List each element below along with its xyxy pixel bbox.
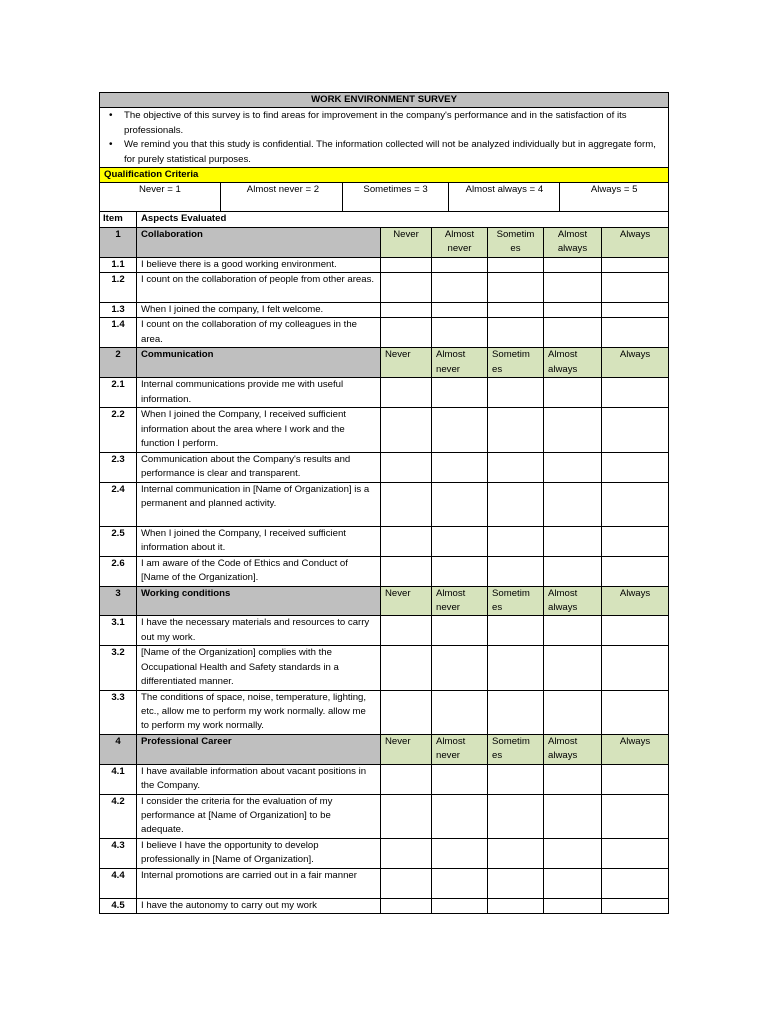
- question-row: [100, 646, 669, 690]
- answer-cell[interactable]: [432, 482, 488, 526]
- answer-cell[interactable]: [432, 764, 488, 794]
- answer-cell[interactable]: [544, 318, 602, 348]
- section-number: 2: [100, 348, 137, 378]
- answer-cell[interactable]: [488, 482, 544, 526]
- rating-header: Sometim es: [488, 734, 544, 764]
- question-row: [100, 408, 669, 452]
- scale-always: Always = 5: [590, 184, 638, 196]
- question-id: 4.4: [100, 868, 137, 898]
- question-id: 3.3: [100, 690, 137, 734]
- answer-cell[interactable]: [488, 794, 544, 838]
- answer-cell[interactable]: [432, 273, 488, 303]
- rating-header: Sometim es: [488, 227, 544, 257]
- qualification-criteria-label: Qualification Criteria: [100, 168, 669, 183]
- scale-sometimes: Sometimes = 3: [343, 183, 450, 211]
- intro-bullet-item: [109, 109, 664, 138]
- answer-cell[interactable]: [544, 303, 602, 318]
- section-number: 1: [100, 227, 137, 257]
- question-row: [100, 452, 669, 482]
- rating-header: Never: [381, 734, 432, 764]
- rating-header: Always: [602, 227, 669, 257]
- scale-almost-never: Almost never = 2: [221, 183, 343, 211]
- answer-cell[interactable]: [544, 838, 602, 868]
- answer-cell[interactable]: [602, 378, 669, 408]
- answer-cell[interactable]: [488, 378, 544, 408]
- answer-cell[interactable]: [381, 898, 432, 913]
- answer-cell[interactable]: [488, 303, 544, 318]
- question-text: I count on the collaboration of people from other areas.: [137, 273, 381, 303]
- rating-header: Never: [381, 348, 432, 378]
- answer-cell[interactable]: [602, 764, 669, 794]
- question-row: [100, 257, 669, 272]
- rating-header: Almost always: [544, 348, 602, 378]
- question-id: 2.1: [100, 378, 137, 408]
- survey-table: [99, 92, 669, 914]
- bullet-icon: •: [109, 110, 113, 122]
- answer-cell[interactable]: [381, 838, 432, 868]
- answer-cell[interactable]: [488, 556, 544, 586]
- intro-box: [100, 108, 669, 168]
- answer-cell[interactable]: [488, 646, 544, 690]
- answer-cell[interactable]: [544, 690, 602, 734]
- rating-header: Almost never: [432, 734, 488, 764]
- answer-cell[interactable]: [381, 616, 432, 646]
- question-text: When I joined the Company, I received sufficient information about it.: [137, 526, 381, 556]
- answer-cell[interactable]: [381, 764, 432, 794]
- question-row: [100, 378, 669, 408]
- scale-row: [100, 183, 669, 212]
- answer-cell[interactable]: [544, 257, 602, 272]
- answer-cell[interactable]: [602, 616, 669, 646]
- question-row: [100, 690, 669, 734]
- rating-header: Always: [602, 734, 669, 764]
- section-number: 3: [100, 586, 137, 616]
- question-text: I have the autonomy to carry out my work: [137, 898, 381, 913]
- section-title: Collaboration: [137, 227, 381, 257]
- answer-cell[interactable]: [544, 273, 602, 303]
- rating-header: Almost always: [544, 734, 602, 764]
- answer-cell[interactable]: [381, 482, 432, 526]
- question-text: Internal communications provide me with useful information.: [137, 378, 381, 408]
- answer-cell[interactable]: [432, 898, 488, 913]
- section-header-row: [100, 227, 669, 257]
- question-row: [100, 898, 669, 913]
- question-id: 1.4: [100, 318, 137, 348]
- question-text: The conditions of space, noise, temperature, lighting, etc., allow me to perform my work normally. allow me to perform my work normally.: [137, 690, 381, 734]
- answer-cell[interactable]: [381, 794, 432, 838]
- answer-cell[interactable]: [602, 868, 669, 898]
- survey-title: WORK ENVIRONMENT SURVEY: [100, 93, 669, 108]
- question-row: [100, 556, 669, 586]
- question-id: 1.3: [100, 303, 137, 318]
- answer-cell[interactable]: [381, 452, 432, 482]
- answer-cell[interactable]: [381, 556, 432, 586]
- answer-cell[interactable]: [602, 556, 669, 586]
- question-text: I believe I have the opportunity to develop professionally in [Name of Organization].: [137, 838, 381, 868]
- answer-cell[interactable]: [602, 526, 669, 556]
- answer-cell[interactable]: [488, 838, 544, 868]
- rating-header: Sometim es: [488, 586, 544, 616]
- answer-cell[interactable]: [602, 257, 669, 272]
- question-row: [100, 616, 669, 646]
- answer-cell[interactable]: [488, 408, 544, 452]
- answer-cell[interactable]: [381, 273, 432, 303]
- question-row: [100, 482, 669, 526]
- question-row: [100, 273, 669, 303]
- intro-list: [104, 109, 664, 167]
- question-id: 4.5: [100, 898, 137, 913]
- section-header-row: [100, 734, 669, 764]
- answer-cell[interactable]: [602, 318, 669, 348]
- question-text: Communication about the Company's results and performance is clear and transparent.: [137, 452, 381, 482]
- question-text: [Name of the Organization] complies with the Occupational Health and Safety standards in a differentiated manner.: [137, 646, 381, 690]
- question-id: 2.6: [100, 556, 137, 586]
- answer-cell[interactable]: [432, 646, 488, 690]
- answer-cell[interactable]: [602, 794, 669, 838]
- question-id: 2.4: [100, 482, 137, 526]
- intro-text: The objective of this survey is to find areas for improvement in the company's performance and in the satisfaction of its professionals.: [124, 110, 627, 136]
- answer-cell[interactable]: [602, 690, 669, 734]
- answer-cell[interactable]: [602, 408, 669, 452]
- answer-cell[interactable]: [488, 452, 544, 482]
- answer-cell[interactable]: [488, 898, 544, 913]
- answer-cell[interactable]: [432, 408, 488, 452]
- answer-cell[interactable]: [432, 318, 488, 348]
- rating-header: Never: [381, 227, 432, 257]
- question-id: 1.2: [100, 273, 137, 303]
- question-id: 3.2: [100, 646, 137, 690]
- question-id: 1.1: [100, 257, 137, 272]
- question-text: I count on the collaboration of my colleagues in the area.: [137, 318, 381, 348]
- answer-cell[interactable]: [381, 646, 432, 690]
- section-header-row: [100, 586, 669, 616]
- bullet-icon: •: [109, 139, 113, 151]
- answer-cell[interactable]: [381, 690, 432, 734]
- scale-almost-always: Almost always = 4: [449, 183, 560, 211]
- question-id: 4.2: [100, 794, 137, 838]
- answer-cell[interactable]: [432, 526, 488, 556]
- question-id: 2.5: [100, 526, 137, 556]
- answer-cell[interactable]: [488, 690, 544, 734]
- answer-cell[interactable]: [544, 556, 602, 586]
- rating-header: Almost always: [544, 227, 602, 257]
- question-text: I am aware of the Code of Ethics and Conduct of [Name of the Organization].: [137, 556, 381, 586]
- answer-cell[interactable]: [488, 318, 544, 348]
- answer-cell[interactable]: [544, 764, 602, 794]
- rating-header: Always: [602, 586, 669, 616]
- answer-cell[interactable]: [544, 452, 602, 482]
- answer-cell[interactable]: [432, 556, 488, 586]
- question-row: [100, 838, 669, 868]
- section-number: 4: [100, 734, 137, 764]
- answer-cell[interactable]: [544, 408, 602, 452]
- answer-cell[interactable]: [602, 303, 669, 318]
- answer-cell[interactable]: [381, 303, 432, 318]
- answer-cell[interactable]: [432, 452, 488, 482]
- rating-header: Almost never: [432, 227, 488, 257]
- answer-cell[interactable]: [488, 526, 544, 556]
- rating-header: Always: [602, 348, 669, 378]
- answer-cell[interactable]: [602, 898, 669, 913]
- answer-cell[interactable]: [544, 616, 602, 646]
- answer-cell[interactable]: [544, 646, 602, 690]
- question-row: [100, 794, 669, 838]
- answer-cell[interactable]: [381, 408, 432, 452]
- answer-cell[interactable]: [381, 526, 432, 556]
- answer-cell[interactable]: [381, 318, 432, 348]
- section-title: Communication: [137, 348, 381, 378]
- rating-header: Almost always: [544, 586, 602, 616]
- answer-cell[interactable]: [602, 646, 669, 690]
- answer-cell[interactable]: [602, 482, 669, 526]
- question-text: I consider the criteria for the evaluation of my performance at [Name of Organization] to be adequate.: [137, 794, 381, 838]
- answer-cell[interactable]: [544, 482, 602, 526]
- scale-never: Never = 1: [100, 183, 221, 211]
- answer-cell[interactable]: [381, 378, 432, 408]
- answer-cell[interactable]: [432, 378, 488, 408]
- question-text: When I joined the company, I felt welcome.: [137, 303, 381, 318]
- answer-cell[interactable]: [602, 838, 669, 868]
- answer-cell[interactable]: [488, 764, 544, 794]
- answer-cell[interactable]: [432, 794, 488, 838]
- question-id: 3.1: [100, 616, 137, 646]
- answer-cell[interactable]: [432, 257, 488, 272]
- answer-cell[interactable]: [544, 898, 602, 913]
- answer-cell[interactable]: [432, 303, 488, 318]
- question-id: 2.2: [100, 408, 137, 452]
- intro-bullet-item: [109, 138, 664, 167]
- answer-cell[interactable]: [432, 868, 488, 898]
- question-row: [100, 764, 669, 794]
- question-text: When I joined the Company, I received sufficient information about the area where I work and the function I perform.: [137, 408, 381, 452]
- question-text: I have available information about vacant positions in the Company.: [137, 764, 381, 794]
- section-header-row: [100, 348, 669, 378]
- question-row: [100, 868, 669, 898]
- answer-cell[interactable]: [544, 526, 602, 556]
- answer-cell[interactable]: [544, 378, 602, 408]
- section-title: Professional Career: [137, 734, 381, 764]
- answer-cell[interactable]: [432, 838, 488, 868]
- answer-cell[interactable]: [488, 868, 544, 898]
- intro-text: We remind you that this study is confidential. The information collected will not be analyzed individually but in aggregate form, for purely statistical purposes.: [124, 139, 656, 165]
- question-text: Internal promotions are carried out in a fair manner: [137, 868, 381, 898]
- question-id: 4.3: [100, 838, 137, 868]
- header-aspects: Aspects Evaluated: [137, 212, 669, 227]
- rating-header: Never: [381, 586, 432, 616]
- answer-cell[interactable]: [488, 257, 544, 272]
- section-title: Working conditions: [137, 586, 381, 616]
- answer-cell[interactable]: [381, 257, 432, 272]
- answer-cell[interactable]: [544, 868, 602, 898]
- rating-header: Almost never: [432, 586, 488, 616]
- rating-header: Almost never: [432, 348, 488, 378]
- answer-cell[interactable]: [602, 273, 669, 303]
- question-id: 4.1: [100, 764, 137, 794]
- answer-cell[interactable]: [432, 616, 488, 646]
- answer-cell[interactable]: [488, 616, 544, 646]
- question-row: [100, 526, 669, 556]
- question-row: [100, 318, 669, 348]
- answer-cell[interactable]: [602, 452, 669, 482]
- answer-cell[interactable]: [544, 794, 602, 838]
- question-id: 2.3: [100, 452, 137, 482]
- question-text: I have the necessary materials and resources to carry out my work.: [137, 616, 381, 646]
- question-text: I believe there is a good working environment.: [137, 257, 381, 272]
- rating-header: Sometim es: [488, 348, 544, 378]
- question-text: Internal communication in [Name of Organization] is a permanent and planned activity.: [137, 482, 381, 526]
- header-item: Item: [100, 212, 137, 227]
- answer-cell[interactable]: [432, 690, 488, 734]
- answer-cell[interactable]: [381, 868, 432, 898]
- question-row: [100, 303, 669, 318]
- answer-cell[interactable]: [488, 273, 544, 303]
